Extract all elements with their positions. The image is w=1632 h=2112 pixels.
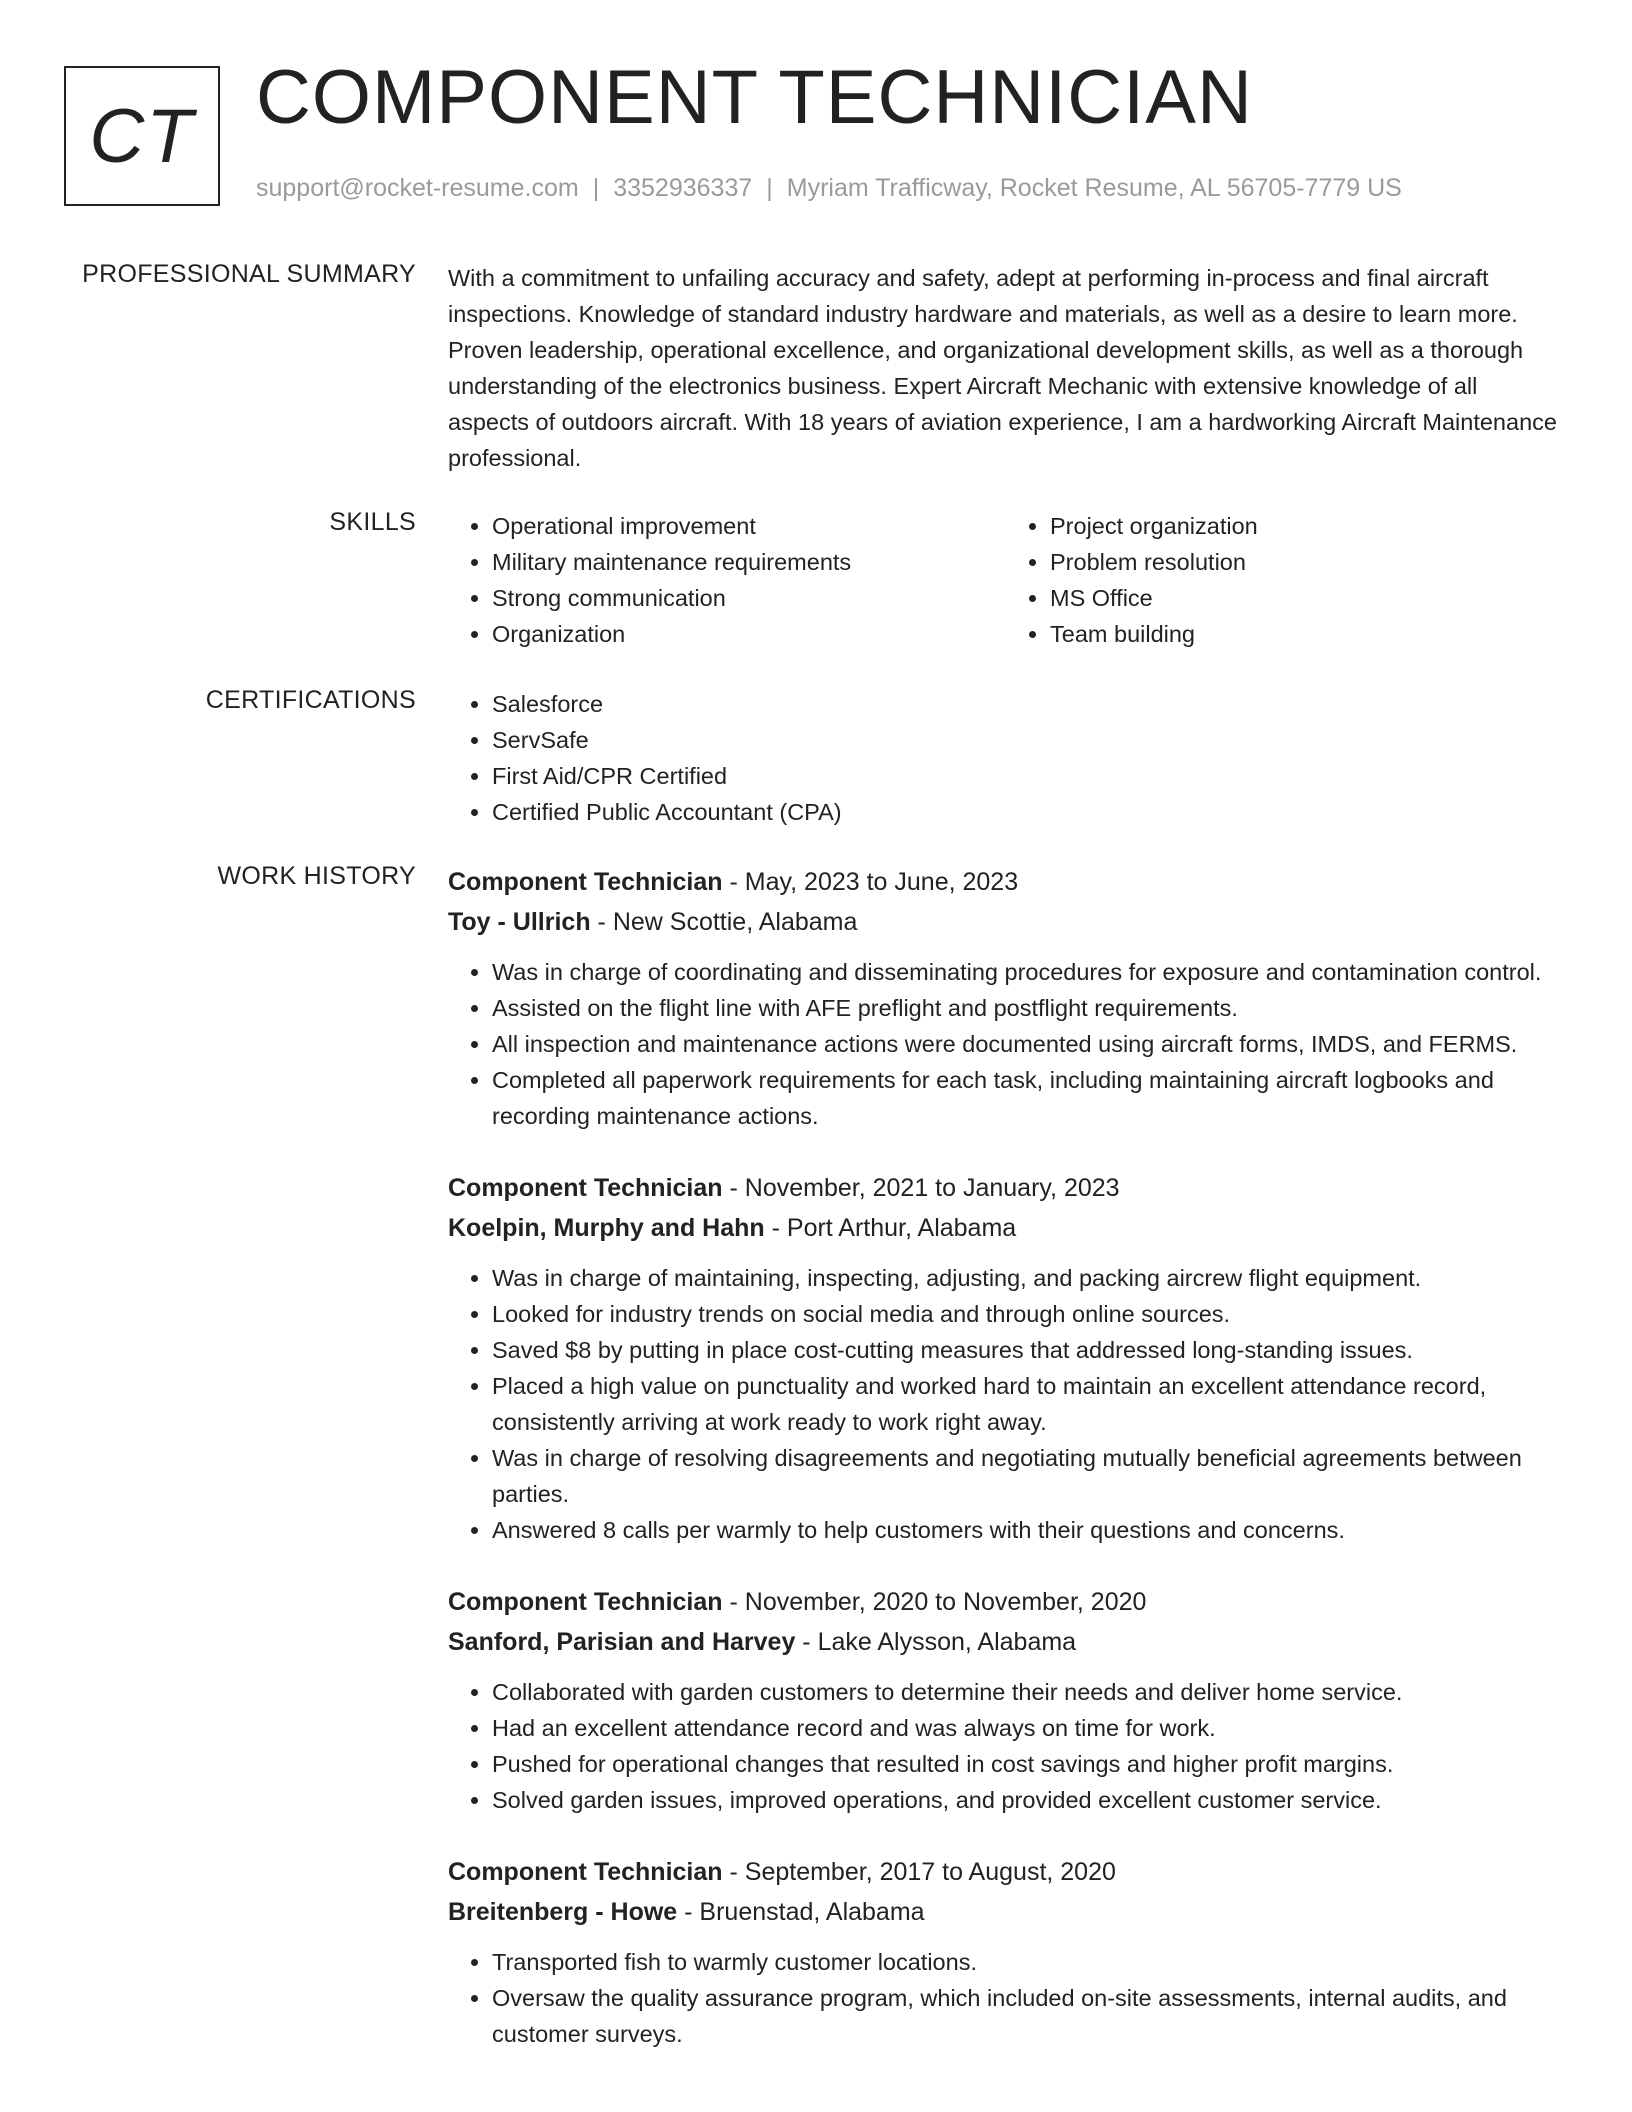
- job-title: Component Technician: [448, 1174, 723, 1202]
- job-company-line: [448, 902, 1564, 942]
- job-dates: - September, 2017 to August, 2020: [722, 1858, 1116, 1886]
- skill-item: • Operational improvement: [492, 508, 1006, 544]
- job-company-line: [448, 1208, 1564, 1248]
- job-title-line: [448, 1852, 1564, 1892]
- job-duty: • Had an excellent attendance record and was always on time for work.: [492, 1710, 1564, 1746]
- job-duty: • Answered 8 calls per warmly to help customers with their questions and concerns.: [492, 1512, 1564, 1548]
- job-duty: • Transported fish to warmly customer locations.: [492, 1944, 1564, 1980]
- contact-line: [256, 174, 1402, 203]
- job-duties-list: [448, 1944, 1564, 2052]
- job-duty: • Was in charge of resolving disagreements and negotiating mutually beneficial agreements between parties.: [492, 1440, 1564, 1512]
- certification-item: • ServSafe: [492, 722, 1564, 758]
- job-entry: [448, 1582, 1564, 1818]
- skill-item: • MS Office: [1050, 580, 1564, 616]
- job-entry: [448, 1852, 1564, 2052]
- job-duty: • All inspection and maintenance actions were documented using aircraft forms, IMDS, and FERMS.: [492, 1026, 1564, 1062]
- job-duty: • Completed all paperwork requirements for each task, including maintaining aircraft logbooks and recording maintenance actions.: [492, 1062, 1564, 1134]
- skill-item: • Problem resolution: [1050, 544, 1564, 580]
- job-duty: • Assisted on the flight line with AFE preflight and postflight requirements.: [492, 990, 1564, 1026]
- skill-item: • Strong communication: [492, 580, 1006, 616]
- job-dates: - November, 2020 to November, 2020: [722, 1588, 1147, 1616]
- job-duties-list: [448, 1260, 1564, 1548]
- job-company: Sanford, Parisian and Harvey: [448, 1628, 796, 1656]
- contact-phone[interactable]: 3352936337: [613, 174, 753, 202]
- job-duty: • Looked for industry trends on social media and through online sources.: [492, 1296, 1564, 1332]
- certification-item: • Salesforce: [492, 686, 1564, 722]
- skills-columns: [448, 508, 1564, 652]
- job-duty: • Placed a high value on punctuality and worked hard to maintain an excellent attendance record, consistently arriving at work ready to work right away.: [492, 1368, 1564, 1440]
- job-location: - Bruenstad, Alabama: [677, 1898, 925, 1926]
- job-duty: • Was in charge of maintaining, inspecting, adjusting, and packing aircrew flight equipment.: [492, 1260, 1564, 1296]
- skills-list-left: [448, 508, 1006, 652]
- certification-item: • First Aid/CPR Certified: [492, 758, 1564, 794]
- contact-separator: |: [766, 174, 773, 202]
- job-title-line: [448, 862, 1564, 902]
- job-title-line: [448, 1168, 1564, 1208]
- certification-item: • Certified Public Accountant (CPA): [492, 794, 1564, 830]
- skills-list-right: [1006, 508, 1564, 652]
- job-dates: - November, 2021 to January, 2023: [722, 1174, 1120, 1202]
- job-company: Toy - Ullrich: [448, 908, 591, 936]
- work-history-body: [448, 862, 1564, 2086]
- monogram-badge: [64, 66, 220, 206]
- monogram-initials: CT: [89, 93, 195, 179]
- job-location: - Lake Alysson, Alabama: [795, 1628, 1077, 1656]
- skill-item: • Military maintenance requirements: [492, 544, 1006, 580]
- summary-text: With a commitment to unfailing accuracy and safety, adept at performing in-process and final aircraft inspections. Knowledge of standard industry hardware and materials, as well as a desire to learn more. Proven leadership, operational excellence, and organizational development skills, as well as a thorough understanding of the electronics business. Expert Aircraft Mechanic with extensive knowledge of all aspects of outdoors aircraft. With 18 years of aviation experience, I am a hardworking Aircraft Maintenance professional.: [448, 265, 1557, 471]
- job-title-line: [448, 1582, 1564, 1622]
- skill-item: • Team building: [1050, 616, 1564, 652]
- job-company: Koelpin, Murphy and Hahn: [448, 1214, 765, 1242]
- job-duties-list: [448, 1674, 1564, 1818]
- job-location: - New Scottie, Alabama: [590, 908, 858, 936]
- skills-heading: SKILLS: [329, 508, 416, 536]
- certifications-heading: CERTIFICATIONS: [205, 686, 416, 714]
- job-title: Component Technician: [448, 1858, 723, 1886]
- job-entry: [448, 862, 1564, 1134]
- job-dates: - May, 2023 to June, 2023: [722, 868, 1019, 896]
- job-company: Breitenberg - Howe: [448, 1898, 678, 1926]
- job-duty: • Collaborated with garden customers to determine their needs and deliver home service.: [492, 1674, 1564, 1710]
- resume-title: COMPONENT TECHNICIAN: [256, 55, 1253, 140]
- skill-item: • Organization: [492, 616, 1006, 652]
- job-location: - Port Arthur, Alabama: [764, 1214, 1017, 1242]
- job-title: Component Technician: [448, 1588, 723, 1616]
- job-duties-list: [448, 954, 1564, 1134]
- job-duty: • Saved $8 by putting in place cost-cutting measures that addressed long-standing issues.: [492, 1332, 1564, 1368]
- job-duty: • Pushed for operational changes that resulted in cost savings and higher profit margins.: [492, 1746, 1564, 1782]
- skill-item: • Project organization: [1050, 508, 1564, 544]
- job-company-line: [448, 1892, 1564, 1932]
- contact-separator: |: [592, 174, 600, 202]
- job-duty: • Was in charge of coordinating and disseminating procedures for exposure and contamination control.: [492, 954, 1564, 990]
- certifications-body: [448, 686, 1564, 830]
- summary-body: [448, 260, 1564, 476]
- contact-address: Myriam Trafficway, Rocket Resume, AL 56705-7779 US: [786, 174, 1402, 202]
- contact-email[interactable]: support@rocket-resume.com: [256, 174, 579, 202]
- work-history-heading: WORK HISTORY: [217, 862, 416, 890]
- job-duty: • Solved garden issues, improved operations, and provided excellent customer service.: [492, 1782, 1564, 1818]
- certifications-list: [448, 686, 1564, 830]
- job-title: Component Technician: [448, 868, 723, 896]
- job-company-line: [448, 1622, 1564, 1662]
- job-duty: • Oversaw the quality assurance program, which included on-site assessments, internal audits, and customer surveys.: [492, 1980, 1564, 2052]
- summary-heading: PROFESSIONAL SUMMARY: [82, 260, 416, 288]
- job-entry: [448, 1168, 1564, 1548]
